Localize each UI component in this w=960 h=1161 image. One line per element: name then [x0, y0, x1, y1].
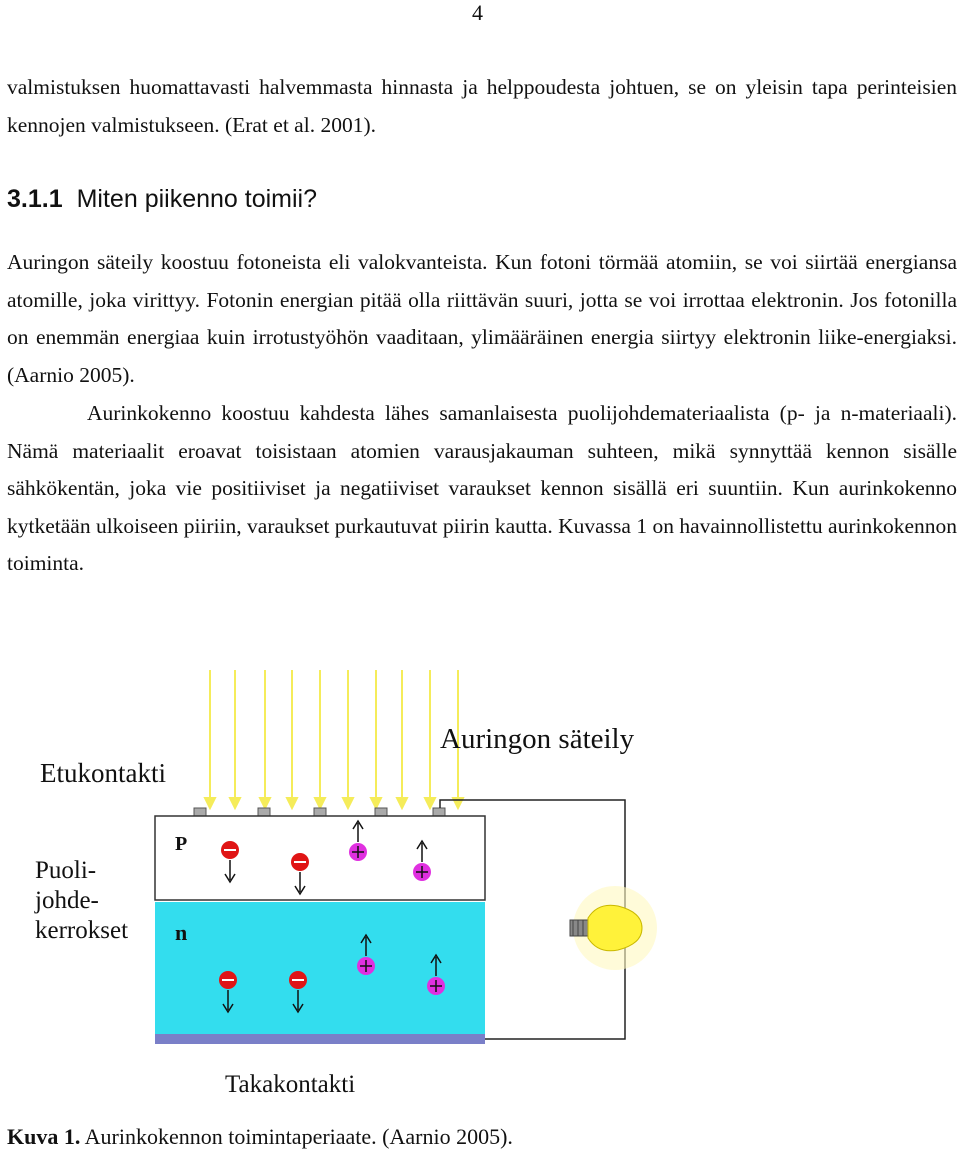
section-heading: [7, 185, 317, 214]
front-contact-pads: [194, 808, 445, 816]
lightbulb-icon: [570, 886, 657, 970]
back-contact-label: Takakontakti: [225, 1071, 356, 1098]
solar-cell-diagram: [30, 640, 700, 1130]
figure-caption: [7, 1124, 513, 1150]
semiconductor-label-line2: johde-: [35, 887, 99, 914]
section-number: 3.1.1: [7, 185, 63, 213]
solar-cell-figure: [30, 640, 700, 1130]
paragraph-cell: Aurinkokenno koostuu kahdesta lähes samanlaisesta puolijohdemateriaalista (p- ja n-materiaali). Nämä materiaalit eroavat toisistaan atomien varausjakauman suhteen, mikä synnyttää kennon sisälle sähkökentän, joka vie positiiviset ja negatiiviset varaukset kennon sisällä eri suuntiin. Kun aurinkokenno kytketään ulkoiseen piiriin, varaukset purkautuvat piirin kautta. Kuvassa 1 on havainnollistettu aurinkokennon toiminta.: [7, 401, 957, 575]
p-layer-label: P: [175, 833, 188, 855]
front-contact-label: Etukontakti: [40, 758, 166, 788]
sunlight-label: Auringon säteily: [440, 723, 635, 755]
p-layer: [155, 816, 485, 900]
page-number: 4: [472, 0, 483, 25]
back-contact: [155, 1034, 485, 1044]
n-layer-label: n: [175, 920, 188, 945]
section-title: Miten piikenno toimii?: [76, 185, 318, 213]
semiconductor-label-line1: Puoli-: [35, 857, 97, 884]
semiconductor-label-line3: kerrokset: [35, 917, 129, 944]
paragraph-photons: Auringon säteily koostuu fotoneista eli valokvanteista. Kun fotoni törmää atomiin, se voi siirtää energiansa atomille, joka virittyy. Fotonin energian pitää olla riittävän suuri, jotta se voi irrottaa elektronin. Jos fotonilla on enemmän energiaa kuin irrotustyöhön vaaditaan, ylimääräinen energia siirtyy elektronin liike-energiaksi. (Aarnio 2005).: [7, 250, 957, 387]
caption-label: Kuva 1.: [7, 1124, 81, 1149]
sunlight-rays: [205, 670, 463, 808]
paragraph-intro: valmistuksen huomattavasti halvemmasta hinnasta ja helppoudesta johtuen, se on yleisin tapa perinteisien kennojen valmistukseen. (Erat et al. 2001).: [7, 75, 957, 137]
caption-text: Aurinkokennon toimintaperiaate. (Aarnio 2005).: [80, 1124, 513, 1149]
